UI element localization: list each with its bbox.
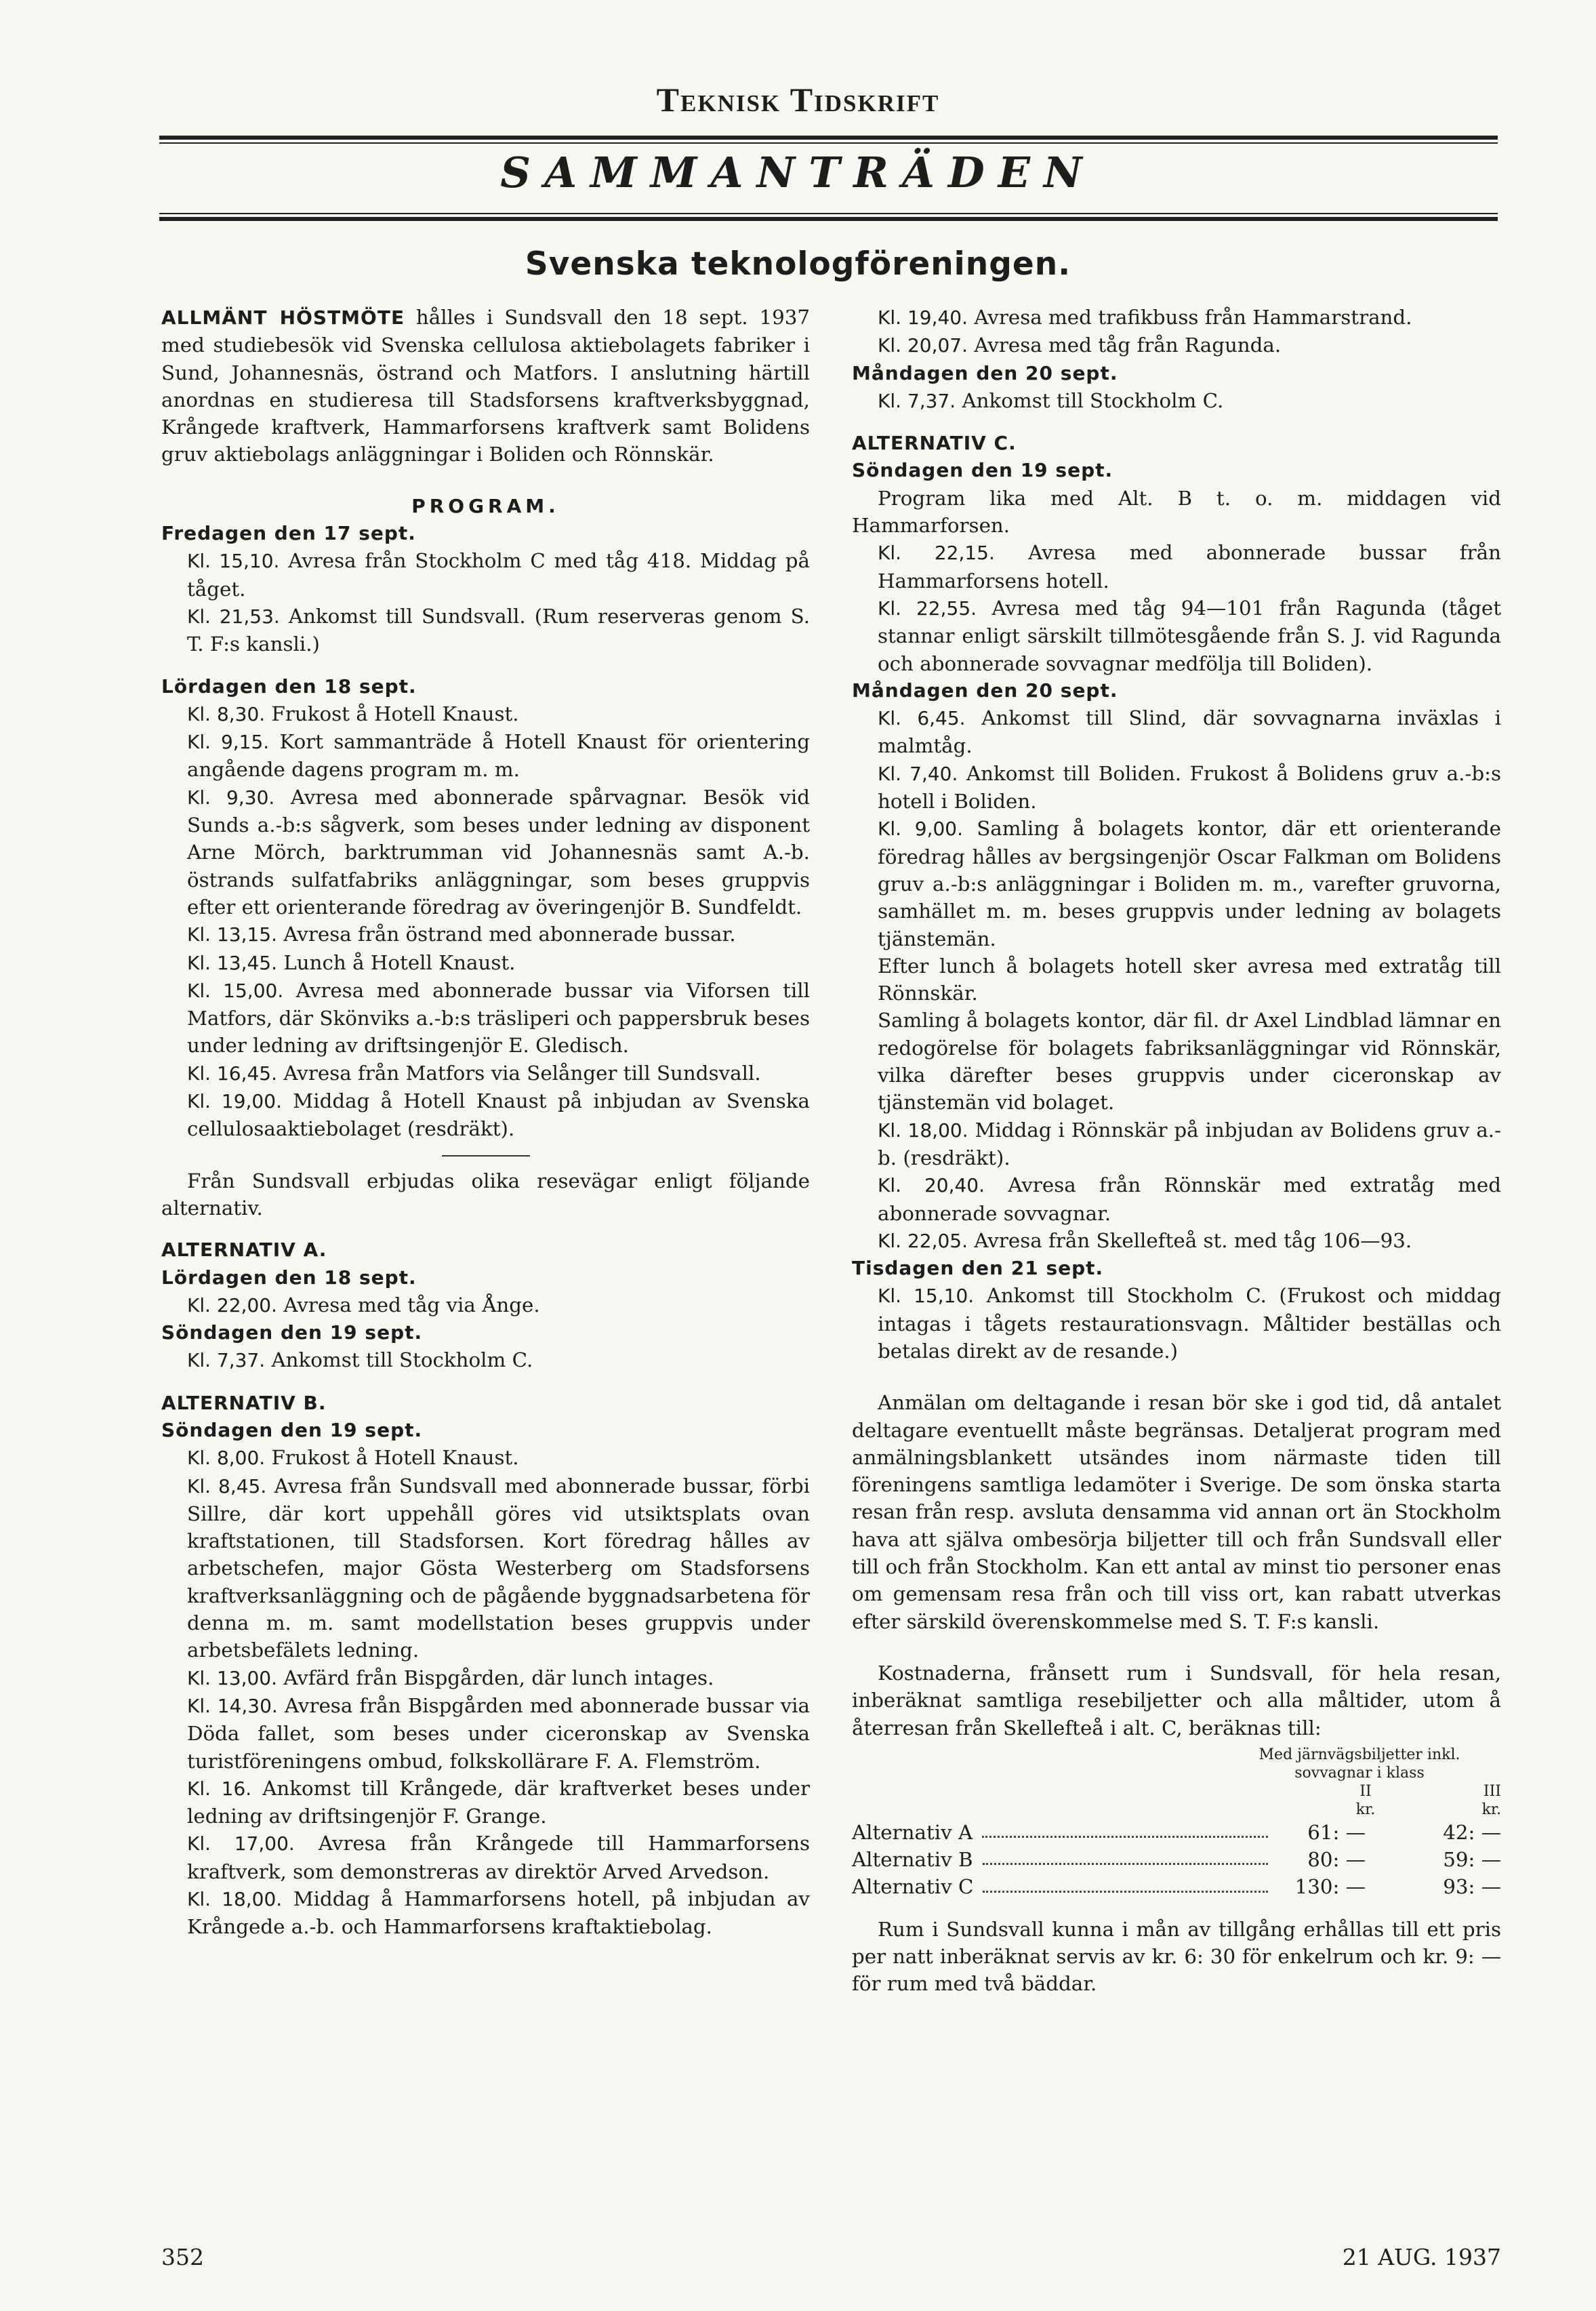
issue-date: 21 AUG. 1937 bbox=[1342, 2244, 1501, 2270]
cost-ii: 130: — bbox=[1294, 1875, 1366, 1899]
event: Ankomst till Stockholm C. bbox=[271, 1348, 533, 1372]
time: Kl. 22,55. bbox=[878, 597, 977, 620]
day-heading: Fredagen den 17 sept. bbox=[161, 522, 416, 545]
time: Kl. 9,00. bbox=[878, 818, 964, 841]
cost-row bbox=[852, 1873, 1501, 1900]
event: Avresa med tåg via Ånge. bbox=[283, 1293, 540, 1317]
day-heading: Söndagen den 19 sept. bbox=[161, 1418, 423, 1441]
day-heading: Söndagen den 19 sept. bbox=[161, 1321, 423, 1344]
costs-text: Kostnaderna, frånsett rum i Sundsvall, för hela resan, inberäknat samtliga resebiljetter och alla måltider, utom å återresan från Skellefteå i alt. C, beräknas till: bbox=[852, 1661, 1501, 1740]
cost-label: Alternativ B bbox=[852, 1848, 973, 1872]
event: Frukost å Hotell Knaust. bbox=[271, 1446, 519, 1470]
top-rule bbox=[159, 136, 1498, 140]
event: Avresa med tåg 94—101 från Ragunda (tåget stannar enligt särskilt tillmötesgående från S. J. vid Ragunda och abonnerade sovvagnar medfölja till Boliden). bbox=[878, 596, 1501, 675]
mid-rule-thin bbox=[159, 213, 1498, 214]
cost-unit: kr. bbox=[1481, 1801, 1501, 1818]
time: Kl. 8,00. bbox=[187, 1447, 266, 1470]
intro-heading: ALLMÄNT HÖSTMÖTE bbox=[161, 306, 405, 329]
cost-row bbox=[852, 1819, 1501, 1846]
time: Kl. 13,15. bbox=[187, 923, 277, 946]
time: Kl. 9,15. bbox=[187, 731, 270, 754]
event: Avresa från Krångede till Hammarforsens kraftverk, som demonstreras av direktör Arved Arvedson. bbox=[187, 1832, 810, 1883]
event: Samling å bolagets kontor, där fil. dr Axel Lindblad lämnar en redogörelse för bolagets fabriksanläggningar vid Rönnskär, vilka därefter beses gruppvis under ciceronskap av tjänstemän vid bolaget. bbox=[878, 1009, 1501, 1114]
day-heading: Lördagen den 18 sept. bbox=[161, 1266, 417, 1289]
time: Kl. 22,15. bbox=[878, 542, 995, 565]
time: Kl. 20,07. bbox=[878, 334, 968, 357]
cost-label: Alternativ A bbox=[852, 1820, 973, 1844]
day-heading: Lördagen den 18 sept. bbox=[161, 675, 417, 698]
event: Efter lunch å bolagets hotell sker avresa med extratåg till Rönnskär. bbox=[878, 954, 1501, 1005]
time: Kl. 16,45. bbox=[187, 1062, 277, 1085]
event: Avresa från Bispgården med abonnerade bussar via Döda fallet, som beses under ciceronskap av Svenska turistföreningens ombud, folkskollärare F. A. Flemström. bbox=[187, 1693, 810, 1773]
time: Kl. 13,00. bbox=[187, 1666, 277, 1689]
event: Ankomst till Krångede, där kraftverket beses under ledning av driftsingenjör F. Grange. bbox=[187, 1776, 810, 1828]
cost-table-header: Med järnvägsbiljetter inkl. sovvagnar i klass bbox=[1259, 1746, 1460, 1782]
event: Samling å bolagets kontor, där ett orienterande föredrag hålles av bergsingenjör Oscar Falkman om Bolidens gruv a.-b:s anläggningar i Boliden m. m., varefter gruvorna, samhället m. m. beses gruppvis under ledning av bolagets tjänstemän. bbox=[878, 817, 1501, 950]
event: Ankomst till Boliden. Frukost å Bolidens gruv a.-b:s hotell i Boliden. bbox=[878, 761, 1501, 813]
notice-text: Anmälan om deltagande i resan bör ske i god tid, då antalet deltagare eventuellt måste begränsas. Detaljerat program med anmälningsblankett utsändes inom närmaste tiden till föreningens samtliga ledamöter i Sverige. De som önska starta resan från resp. avsluta densamma vid annan ort än Stockholm hava att själva ombesörja biljetter till och från Sundsvall eller till och från Stockholm. Kan ett antal av minst tio personer enas om gemensam resa från och till viss ort, kan rabatt utverkas efter särskild överenskommelse med S. T. F:s kansli. bbox=[852, 1391, 1501, 1633]
cost-iii: 59: — bbox=[1443, 1848, 1501, 1872]
event: Middag å Hotell Knaust på inbjudan av Svenska cellulosaaktiebolaget (resdräkt). bbox=[187, 1089, 810, 1141]
time: Kl. 7,37. bbox=[187, 1349, 266, 1372]
day-heading: Måndagen den 20 sept. bbox=[852, 361, 1118, 384]
time: Kl. 22,05. bbox=[878, 1229, 968, 1252]
time: Kl. 19,00. bbox=[187, 1090, 282, 1113]
cost-col-ii: II bbox=[1359, 1782, 1372, 1800]
event: Ankomst till Stockholm C. (Frukost och middag intagas i tågets restaurationsvagn. Måltider beställas och betalas direkt av de resande.) bbox=[878, 1284, 1501, 1363]
event: Ankomst till Slind, där sovvagnarna inväxlas i malmtåg. bbox=[878, 706, 1501, 758]
event: Avfärd från Bispgården, där lunch intages. bbox=[283, 1666, 714, 1689]
event: Avresa från Rönnskär med extratåg med abonnerade sovvagnar. bbox=[878, 1173, 1502, 1225]
page-number: 352 bbox=[161, 2244, 204, 2270]
journal-title: Teknisk Tidskrift bbox=[656, 81, 940, 119]
event: Lunch å Hotell Knaust. bbox=[283, 950, 516, 974]
event: Avresa med trafikbuss från Hammarstrand. bbox=[974, 306, 1412, 329]
time: Kl. 7,37. bbox=[878, 389, 956, 412]
time: Kl. 22,00. bbox=[187, 1293, 277, 1317]
cost-iii: 42: — bbox=[1443, 1820, 1501, 1844]
time: Kl. 9,30. bbox=[187, 786, 275, 809]
alt-heading: ALTERNATIV B. bbox=[161, 1391, 327, 1414]
day-heading: Måndagen den 20 sept. bbox=[852, 679, 1118, 702]
cost-ii: 61: — bbox=[1307, 1820, 1366, 1844]
event: Kort sammanträde å Hotell Knaust för orientering angående dagens program m. m. bbox=[187, 730, 810, 782]
time: Kl. 18,00. bbox=[187, 1888, 283, 1911]
time: Kl. 21,53. bbox=[187, 605, 280, 628]
event: Middag i Rönnskär på inbjudan av Bolidens gruv a.-b. (resdräkt). bbox=[878, 1118, 1501, 1169]
section-title: SAMMANTRÄDEN bbox=[500, 148, 1096, 197]
routes-text: Från Sundsvall erbjudas olika resevägar enligt följande alternativ. bbox=[161, 1169, 810, 1220]
event: Avresa med abonnerade bussar från Hammarforsens hotell. bbox=[878, 541, 1501, 592]
event: Avresa från Sundsvall med abonnerade bussar, förbi Sillre, där kort uppehåll göres vid utsiktsplats ovan kraftstationen, till Stadsforsen. Kort föredrag hålles av arbetschefen, major Gösta Westerberg om Stadsforsens kraftverksanläggning och de pågående byggnadsarbetena för denna m. m. samt modellstation beses gruppvis under arbetsbefälets ledning. bbox=[187, 1474, 810, 1662]
cost-label: Alternativ C bbox=[852, 1875, 974, 1899]
event: Ankomst till Stockholm C. bbox=[962, 388, 1224, 412]
separator bbox=[442, 1155, 530, 1157]
event: Middag å Hammarforsens hotell, på inbjudan av Krångede a.-b. och Hammarforsens kraftaktiebolag. bbox=[187, 1887, 810, 1939]
rooms-text: Rum i Sundsvall kunna i mån av tillgång erhållas till ett pris per natt inberäknat servis av kr. 6: 30 för enkelrum och kr. 9: — för rum med två bäddar. bbox=[852, 1917, 1501, 1996]
event: Frukost å Hotell Knaust. bbox=[271, 702, 519, 725]
cost-ii: 80: — bbox=[1307, 1848, 1366, 1872]
cost-unit: kr. bbox=[1355, 1801, 1376, 1818]
time: Kl. 15,10. bbox=[187, 550, 280, 573]
time: Kl. 14,30. bbox=[187, 1694, 278, 1717]
time: Kl. 20,40. bbox=[878, 1174, 985, 1197]
cost-iii: 93: — bbox=[1443, 1875, 1501, 1899]
event: Avresa med tåg från Ragunda. bbox=[974, 334, 1282, 357]
event: Program lika med Alt. B t. o. m. middagen vid Hammarforsen. bbox=[852, 486, 1501, 538]
time: Kl. 18,00. bbox=[878, 1119, 968, 1142]
program-heading: PROGRAM. bbox=[411, 494, 560, 517]
time: Kl. 6,45. bbox=[878, 707, 966, 730]
time: Kl. 13,45. bbox=[187, 951, 277, 974]
alt-heading: ALTERNATIV C. bbox=[852, 432, 1017, 455]
event: Avresa med abonnerade bussar via Viforsen till Matfors, där Skönviks a.-b:s träsliperi och pappersbruk beses under ledning av driftsingenjör E. Gledisch. bbox=[187, 978, 810, 1058]
time: Kl. 17,00. bbox=[187, 1832, 295, 1855]
time: Kl. 8,30. bbox=[187, 702, 266, 725]
time: Kl. 7,40. bbox=[878, 762, 958, 785]
event: Avresa från Skellefteå st. med tåg 106—93. bbox=[974, 1228, 1412, 1252]
left-column bbox=[161, 304, 810, 1941]
time: Kl. 8,45. bbox=[187, 1474, 267, 1498]
mid-rule bbox=[159, 217, 1498, 221]
event: Avresa med abonnerade spårvagnar. Besök vid Sunds a.-b:s sågverk, som beses under ledning av disponent Arne Mörch, barktrumman vid Johannesnäs samt A.-b. östrands sulfatfabriks anläggningar, som beses gruppvis efter ett orienterande föredrag av överingenjör B. Sundfeldt. bbox=[187, 785, 810, 919]
time: Kl. 15,10. bbox=[878, 1285, 975, 1308]
time: Kl. 19,40. bbox=[878, 306, 968, 329]
event: Avresa från Matfors via Selånger till Sundsvall. bbox=[283, 1061, 761, 1085]
society-heading: Svenska teknologföreningen. bbox=[525, 245, 1071, 283]
cost-row bbox=[852, 1846, 1501, 1873]
right-column bbox=[852, 304, 1501, 1998]
event: Avresa från östrand med abonnerade bussar. bbox=[283, 923, 736, 946]
time: Kl. 16. bbox=[187, 1777, 252, 1800]
day-heading: Söndagen den 19 sept. bbox=[852, 459, 1113, 482]
cost-col-iii: III bbox=[1483, 1782, 1501, 1800]
event: Ankomst till Sundsvall. (Rum reserveras genom S. T. F:s kansli.) bbox=[187, 604, 811, 656]
top-rule-thin bbox=[159, 142, 1498, 144]
time: Kl. 15,00. bbox=[187, 979, 284, 1002]
intro-text: hålles i Sundsvall den 18 sept. 1937 med studiebesök vid Svenska cellulosa aktiebolagets fabriker i Sund, Johannesnäs, östrand och Matfors. I anslutning härtill anordnas en studieresa till Stadsforsens kraftverksbyggnad, Krångede kraftverk, Hammarforsens kraftverk samt Bolidens gruv aktiebolags anläggningar i Boliden och Rönnskär. bbox=[161, 306, 810, 466]
event: Avresa från Stockholm C med tåg 418. Middag på tåget. bbox=[187, 549, 810, 601]
day-heading: Tisdagen den 21 sept. bbox=[852, 1257, 1104, 1280]
alt-heading: ALTERNATIV A. bbox=[161, 1239, 327, 1262]
